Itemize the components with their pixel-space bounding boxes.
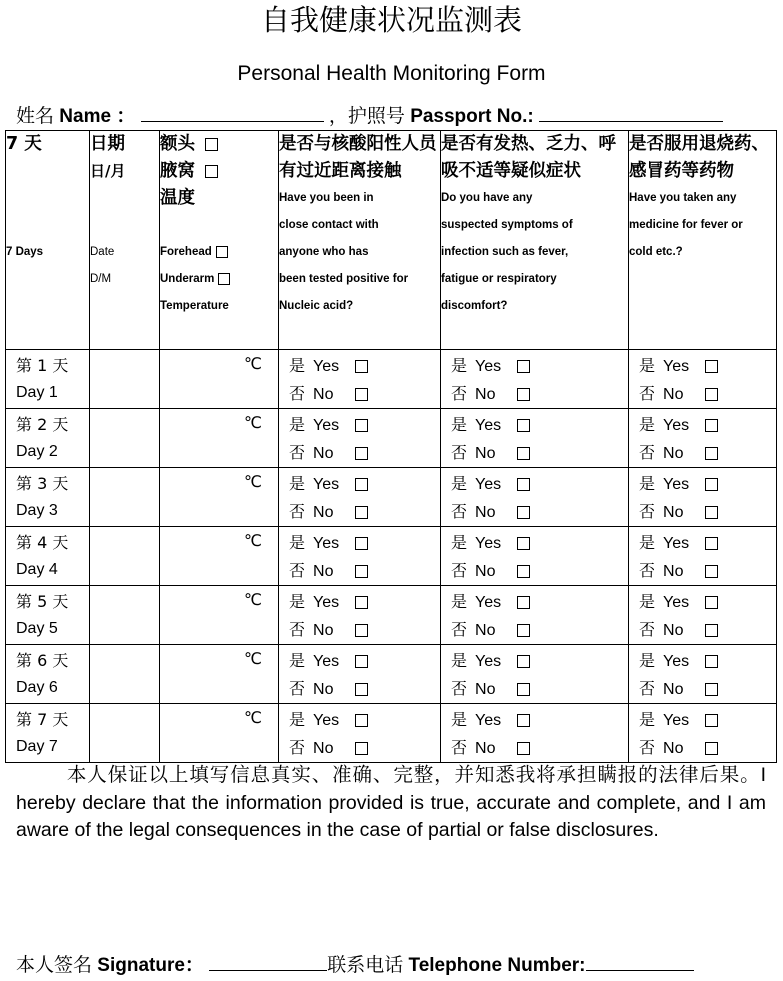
monitoring-table	[5, 130, 777, 763]
no-label-en: No	[663, 622, 684, 639]
date-input-cell[interactable]	[90, 350, 160, 409]
celsius-unit: ℃	[244, 710, 262, 727]
symptoms-cell	[441, 350, 629, 409]
declaration-paragraph	[16, 761, 766, 845]
telephone-label-en: Telephone Number:	[408, 955, 586, 976]
symptoms-no-checkbox[interactable]	[517, 506, 530, 519]
no-label-en: No	[663, 386, 684, 403]
header-symptoms-en-1: Do you have any	[441, 192, 533, 204]
yes-label-zh: 是	[639, 474, 656, 493]
temperature-input-cell[interactable]	[160, 468, 279, 527]
forehead-en-checkbox[interactable]	[216, 246, 228, 258]
symptoms-cell	[441, 645, 629, 704]
header-contact-zh: 是否与核酸阳性人员有过近距离接触	[279, 134, 437, 181]
no-label-en: No	[663, 563, 684, 580]
symptoms-cell	[441, 704, 629, 763]
table-row	[6, 409, 777, 468]
no-label-en: No	[663, 445, 684, 462]
medicine-cell	[629, 409, 777, 468]
no-label-en: No	[313, 622, 334, 639]
medicine-no-checkbox[interactable]	[705, 624, 718, 637]
date-input-cell[interactable]	[90, 409, 160, 468]
telephone-field[interactable]	[586, 952, 694, 971]
yes-label-zh: 是	[639, 651, 656, 670]
header-forehead-zh: 额头	[160, 134, 195, 154]
contact-yes-checkbox[interactable]	[355, 478, 368, 491]
no-label-en: No	[313, 445, 334, 462]
header-symptoms-en-2	[441, 212, 628, 239]
no-label-zh: 否	[451, 561, 468, 580]
header-symptoms-en-4: fatigue or respiratory	[441, 273, 557, 285]
contact-yes-checkbox[interactable]	[355, 360, 368, 373]
no-label-zh: 否	[451, 502, 468, 521]
underarm-en-checkbox[interactable]	[218, 273, 230, 285]
medicine-no-checkbox[interactable]	[705, 447, 718, 460]
temperature-input-cell[interactable]	[160, 409, 279, 468]
header-contact-en-3: anyone who has	[279, 246, 369, 258]
celsius-unit: ℃	[244, 592, 262, 609]
no-label-zh: 否	[289, 443, 306, 462]
passport-label-zh: ，护照号	[328, 105, 405, 127]
celsius-unit: ℃	[244, 356, 262, 373]
no-label-en: No	[475, 740, 496, 757]
header-underarm-zh: 腋窝	[160, 161, 195, 181]
day-label-zh: 第 2 天	[16, 415, 69, 434]
celsius-unit: ℃	[244, 474, 262, 491]
day-label-en: Day 2	[16, 443, 58, 460]
header-date-format-en: D/M	[90, 273, 112, 285]
day-cell	[6, 645, 90, 704]
header-medicine-zh: 是否服用退烧药、感冒药等药物	[629, 134, 769, 181]
day-cell	[6, 704, 90, 763]
yes-label-zh: 是	[289, 356, 306, 375]
contact-yes-checkbox[interactable]	[355, 596, 368, 609]
symptoms-no-checkbox[interactable]	[517, 388, 530, 401]
name-label-en: Name ：	[59, 106, 136, 127]
header-temperature-en: Temperature	[160, 300, 229, 312]
symptoms-yes-checkbox[interactable]	[517, 478, 530, 491]
signature-field[interactable]	[209, 952, 327, 971]
yes-label-zh: 是	[451, 474, 468, 493]
date-input-cell[interactable]	[90, 704, 160, 763]
symptoms-cell	[441, 468, 629, 527]
day-label-zh: 第 3 天	[16, 474, 69, 493]
form-title-chinese: 自我健康状况监测表	[260, 3, 522, 37]
temperature-input-cell[interactable]	[160, 586, 279, 645]
contact-yes-checkbox[interactable]	[355, 419, 368, 432]
yes-label-zh: 是	[289, 474, 306, 493]
name-passport-line	[16, 103, 723, 130]
passport-field[interactable]	[539, 103, 723, 122]
no-label-en: No	[313, 681, 334, 698]
header-symptoms-en-5: discomfort?	[441, 300, 508, 312]
day-label-en: Day 3	[16, 502, 58, 519]
yes-label-en: Yes	[663, 476, 690, 493]
day-label-en: Day 5	[16, 620, 58, 637]
celsius-unit: ℃	[244, 533, 262, 550]
contact-yes-checkbox[interactable]	[355, 655, 368, 668]
yes-label-en: Yes	[313, 535, 340, 552]
header-underarm-en: Underarm	[160, 273, 215, 285]
table-row	[6, 468, 777, 527]
celsius-unit: ℃	[244, 415, 262, 432]
contact-cell	[279, 350, 441, 409]
header-date	[90, 131, 160, 350]
no-label-en: No	[313, 386, 334, 403]
no-label-zh: 否	[639, 620, 656, 639]
header-medicine	[629, 131, 777, 350]
symptoms-yes-checkbox[interactable]	[517, 537, 530, 550]
no-label-en: No	[475, 386, 496, 403]
medicine-yes-checkbox[interactable]	[705, 360, 718, 373]
yes-label-zh: 是	[451, 592, 468, 611]
no-label-zh: 否	[639, 738, 656, 757]
symptoms-yes-checkbox[interactable]	[517, 714, 530, 727]
symptoms-no-checkbox[interactable]	[517, 683, 530, 696]
contact-cell	[279, 409, 441, 468]
name-field[interactable]	[141, 103, 324, 122]
yes-label-en: Yes	[313, 417, 340, 434]
header-temperature-zh: 温度	[160, 188, 195, 208]
yes-label-en: Yes	[313, 712, 340, 729]
day-label-en: Day 4	[16, 561, 58, 578]
yes-label-en: Yes	[475, 653, 502, 670]
yes-label-zh: 是	[639, 415, 656, 434]
yes-label-en: Yes	[663, 417, 690, 434]
contact-cell	[279, 586, 441, 645]
forehead-checkbox[interactable]	[205, 138, 218, 151]
no-label-zh: 否	[289, 384, 306, 403]
day-cell	[6, 409, 90, 468]
contact-no-checkbox[interactable]	[355, 624, 368, 637]
yes-label-zh: 是	[639, 533, 656, 552]
medicine-yes-checkbox[interactable]	[705, 478, 718, 491]
no-label-zh: 否	[451, 679, 468, 698]
header-symptoms-en-3: infection such as fever,	[441, 246, 569, 258]
header-contact-en-2: close contact with	[279, 219, 379, 231]
no-label-zh: 否	[639, 679, 656, 698]
day-label-en: Day 1	[16, 384, 58, 401]
header-contact-en-4: been tested positive for	[279, 273, 409, 285]
symptoms-yes-checkbox[interactable]	[517, 360, 530, 373]
no-label-zh: 否	[289, 738, 306, 757]
medicine-no-checkbox[interactable]	[705, 506, 718, 519]
no-label-en: No	[475, 445, 496, 462]
yes-label-en: Yes	[475, 712, 502, 729]
yes-label-zh: 是	[451, 356, 468, 375]
contact-cell	[279, 468, 441, 527]
symptoms-yes-checkbox[interactable]	[517, 419, 530, 432]
medicine-cell	[629, 586, 777, 645]
yes-label-en: Yes	[313, 358, 340, 375]
medicine-yes-checkbox[interactable]	[705, 419, 718, 432]
date-input-cell[interactable]	[90, 527, 160, 586]
temperature-input-cell[interactable]	[160, 527, 279, 586]
contact-no-checkbox[interactable]	[355, 565, 368, 578]
no-label-zh: 否	[639, 502, 656, 521]
yes-label-en: Yes	[663, 653, 690, 670]
header-date-zh: 日期	[90, 134, 125, 154]
header-contact-en-5: Nucleic acid?	[279, 300, 354, 312]
no-label-zh: 否	[451, 738, 468, 757]
day-cell	[6, 468, 90, 527]
day-cell	[6, 527, 90, 586]
yes-label-zh: 是	[451, 533, 468, 552]
signature-label-en: Signature：	[97, 955, 204, 976]
header-medicine-en-2: medicine for fever or	[629, 219, 743, 231]
yes-label-zh: 是	[289, 710, 306, 729]
yes-label-en: Yes	[663, 594, 690, 611]
yes-label-en: Yes	[313, 476, 340, 493]
header-forehead-en: Forehead	[160, 246, 212, 258]
passport-label-en: Passport No.:	[410, 106, 534, 127]
yes-label-zh: 是	[639, 710, 656, 729]
symptoms-cell	[441, 586, 629, 645]
header-row	[6, 131, 777, 350]
no-label-zh: 否	[639, 384, 656, 403]
table-row	[6, 350, 777, 409]
no-label-en: No	[663, 740, 684, 757]
name-label-zh: 姓名	[16, 105, 55, 127]
yes-label-zh: 是	[289, 651, 306, 670]
day-label-en: Day 7	[16, 738, 58, 755]
no-label-zh: 否	[451, 620, 468, 639]
medicine-no-checkbox[interactable]	[705, 683, 718, 696]
medicine-yes-checkbox[interactable]	[705, 537, 718, 550]
symptoms-no-checkbox[interactable]	[517, 565, 530, 578]
header-days-en: 7 Days	[6, 246, 44, 258]
header-medicine-en-3: cold etc.?	[629, 246, 683, 258]
contact-no-checkbox[interactable]	[355, 447, 368, 460]
no-label-en: No	[313, 563, 334, 580]
header-contact-en-1: Have you been in	[279, 192, 374, 204]
no-label-zh: 否	[289, 502, 306, 521]
contact-no-checkbox[interactable]	[355, 683, 368, 696]
no-label-en: No	[663, 504, 684, 521]
day-label-zh: 第 1 天	[16, 356, 69, 375]
form-title-english: Personal Health Monitoring Form	[237, 62, 546, 85]
header-date-en: Date	[90, 246, 115, 258]
contact-cell	[279, 527, 441, 586]
telephone-label-zh: 联系电话	[327, 954, 404, 976]
yes-label-zh: 是	[639, 592, 656, 611]
symptoms-yes-checkbox[interactable]	[517, 655, 530, 668]
yes-label-en: Yes	[313, 594, 340, 611]
medicine-no-checkbox[interactable]	[705, 742, 718, 755]
temperature-input-cell[interactable]	[160, 645, 279, 704]
day-label-zh: 第 5 天	[16, 592, 69, 611]
symptoms-no-checkbox[interactable]	[517, 742, 530, 755]
yes-label-en: Yes	[475, 594, 502, 611]
underarm-checkbox[interactable]	[205, 165, 218, 178]
yes-label-zh: 是	[451, 710, 468, 729]
day-cell	[6, 586, 90, 645]
no-label-en: No	[663, 681, 684, 698]
medicine-no-checkbox[interactable]	[705, 388, 718, 401]
yes-label-en: Yes	[663, 535, 690, 552]
table-row	[6, 704, 777, 763]
symptoms-no-checkbox[interactable]	[517, 624, 530, 637]
date-input-cell[interactable]	[90, 645, 160, 704]
no-label-en: No	[475, 681, 496, 698]
date-input-cell[interactable]	[90, 468, 160, 527]
header-symptoms	[441, 131, 629, 350]
header-days-zh: 7 天	[6, 134, 42, 154]
medicine-cell	[629, 645, 777, 704]
yes-label-en: Yes	[475, 417, 502, 434]
contact-no-checkbox[interactable]	[355, 742, 368, 755]
no-label-en: No	[475, 563, 496, 580]
table-row	[6, 586, 777, 645]
day-label-zh: 第 6 天	[16, 651, 69, 670]
header-temperature	[160, 131, 279, 350]
header-symptoms-en-2-text: suspected symptoms of	[441, 219, 573, 231]
contact-no-checkbox[interactable]	[355, 506, 368, 519]
signature-label-zh: 本人签名	[16, 954, 93, 976]
date-input-cell[interactable]	[90, 586, 160, 645]
no-label-zh: 否	[289, 679, 306, 698]
yes-label-en: Yes	[475, 358, 502, 375]
temperature-input-cell[interactable]	[160, 350, 279, 409]
no-label-en: No	[475, 622, 496, 639]
day-label-en: Day 6	[16, 679, 58, 696]
contact-yes-checkbox[interactable]	[355, 714, 368, 727]
table-row	[6, 645, 777, 704]
header-medicine-en-1: Have you taken any	[629, 192, 737, 204]
no-label-en: No	[313, 740, 334, 757]
header-contact	[279, 131, 441, 350]
yes-label-zh: 是	[639, 356, 656, 375]
medicine-cell	[629, 527, 777, 586]
table-row	[6, 527, 777, 586]
medicine-yes-checkbox[interactable]	[705, 596, 718, 609]
symptoms-cell	[441, 527, 629, 586]
yes-label-zh: 是	[289, 533, 306, 552]
yes-label-en: Yes	[313, 653, 340, 670]
declaration-en: I hereby declare that the information provided is true, accurate and complete, and I am aware of the legal consequences in the case of partial or false disclosures.	[16, 764, 766, 841]
medicine-cell	[629, 704, 777, 763]
yes-label-en: Yes	[663, 358, 690, 375]
symptoms-cell	[441, 409, 629, 468]
yes-label-zh: 是	[451, 415, 468, 434]
contact-cell	[279, 645, 441, 704]
medicine-cell	[629, 350, 777, 409]
no-label-zh: 否	[289, 561, 306, 580]
yes-label-en: Yes	[475, 535, 502, 552]
day-cell	[6, 350, 90, 409]
header-symptoms-zh: 是否有发热、乏力、呼吸不适等疑似症状	[441, 134, 616, 181]
contact-cell	[279, 704, 441, 763]
no-label-zh: 否	[451, 443, 468, 462]
medicine-yes-checkbox[interactable]	[705, 714, 718, 727]
declaration-zh: 本人保证以上填写信息真实、准确、完整，并知悉我将承担瞒报的法律后果。	[66, 763, 761, 786]
signature-telephone-line	[16, 951, 694, 980]
contact-yes-checkbox[interactable]	[355, 537, 368, 550]
symptoms-no-checkbox[interactable]	[517, 447, 530, 460]
header-days	[6, 131, 90, 350]
symptoms-yes-checkbox[interactable]	[517, 596, 530, 609]
contact-no-checkbox[interactable]	[355, 388, 368, 401]
no-label-en: No	[475, 504, 496, 521]
yes-label-zh: 是	[289, 592, 306, 611]
medicine-no-checkbox[interactable]	[705, 565, 718, 578]
no-label-en: No	[313, 504, 334, 521]
no-label-zh: 否	[639, 443, 656, 462]
medicine-yes-checkbox[interactable]	[705, 655, 718, 668]
yes-label-zh: 是	[451, 651, 468, 670]
yes-label-zh: 是	[289, 415, 306, 434]
temperature-input-cell[interactable]	[160, 704, 279, 763]
celsius-unit: ℃	[244, 651, 262, 668]
header-date-format-zh: 日/月	[90, 162, 126, 180]
no-label-zh: 否	[639, 561, 656, 580]
yes-label-en: Yes	[475, 476, 502, 493]
day-label-zh: 第 4 天	[16, 533, 69, 552]
yes-label-en: Yes	[663, 712, 690, 729]
day-label-zh: 第 7 天	[16, 710, 69, 729]
medicine-cell	[629, 468, 777, 527]
no-label-zh: 否	[451, 384, 468, 403]
no-label-zh: 否	[289, 620, 306, 639]
